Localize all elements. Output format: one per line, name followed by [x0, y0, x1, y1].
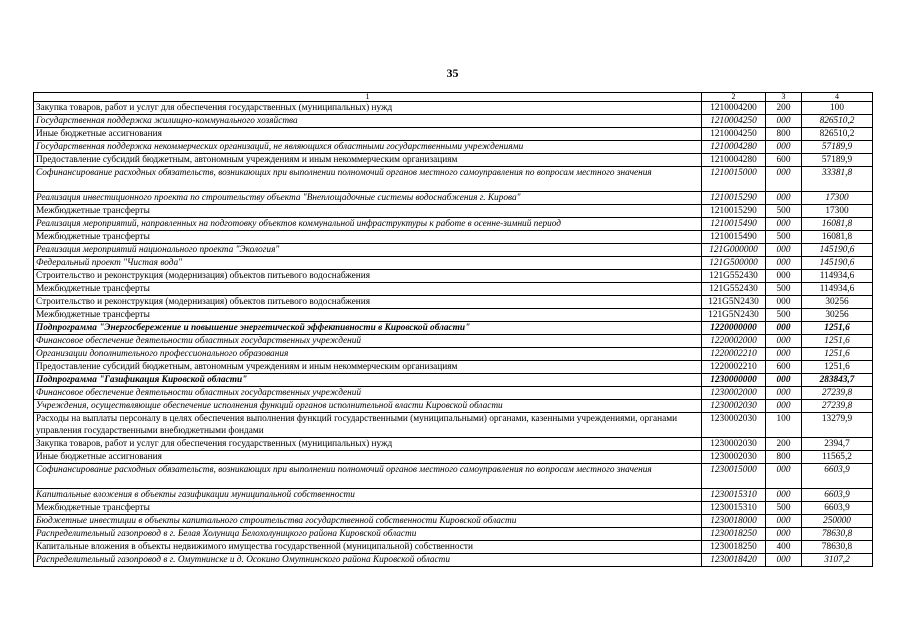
row-type: 000	[766, 335, 802, 348]
table-row	[34, 102, 873, 115]
table-row	[34, 400, 873, 413]
row-sum: 114934,6	[802, 283, 873, 296]
table-row	[34, 283, 873, 296]
row-code: 1210015290	[702, 192, 766, 205]
row-code: 1210004200	[702, 102, 766, 115]
row-type: 800	[766, 451, 802, 464]
row-code: 1210015000	[702, 167, 766, 192]
row-sum: 17300	[802, 205, 873, 218]
row-sum: 100	[802, 102, 873, 115]
row-type: 800	[766, 128, 802, 141]
table-row	[34, 515, 873, 528]
row-name: Распределительный газопровод в г. Белая Холуница Белохолуницкого района Кировской области	[34, 528, 702, 541]
row-type: 200	[766, 102, 802, 115]
row-name: Капитальные вложения в объекты недвижимого имущества государственной (муниципальной) собственности	[34, 541, 702, 554]
row-code: 1210004280	[702, 154, 766, 167]
row-type: 500	[766, 205, 802, 218]
row-code: 121G552430	[702, 270, 766, 283]
row-sum: 30256	[802, 296, 873, 309]
table-row	[34, 257, 873, 270]
table-row	[34, 270, 873, 283]
row-code: 1230018420	[702, 554, 766, 567]
header-col-name: 1	[34, 93, 702, 102]
row-sum: 826510,2	[802, 115, 873, 128]
row-type: 500	[766, 309, 802, 322]
row-type: 600	[766, 361, 802, 374]
row-name: Федеральный проект "Чистая вода"	[34, 257, 702, 270]
row-name: Государственная поддержка некоммерческих организаций, не являющихся областными государственными учреждениями	[34, 141, 702, 154]
header-col-type: 3	[766, 93, 802, 102]
row-type: 000	[766, 192, 802, 205]
row-code: 1220002210	[702, 361, 766, 374]
row-type: 000	[766, 322, 802, 335]
page-number: 35	[446, 66, 459, 80]
table-row	[34, 115, 873, 128]
table-row	[34, 464, 873, 489]
row-sum: 57189,9	[802, 141, 873, 154]
row-code: 1230002030	[702, 451, 766, 464]
table-row	[34, 309, 873, 322]
table-row	[34, 296, 873, 309]
row-code: 1230018000	[702, 515, 766, 528]
row-name: Бюджетные инвестиции в объекты капитального строительства государственной собственности Кировской области	[34, 515, 702, 528]
row-sum: 30256	[802, 309, 873, 322]
table-row	[34, 154, 873, 167]
table-row	[34, 554, 873, 567]
row-name: Межбюджетные трансферты	[34, 205, 702, 218]
row-type: 000	[766, 489, 802, 502]
row-name: Софинансирование расходных обязательств, возникающих при выполнении полномочий органов местного самоуправления по вопросам местного значения	[34, 464, 702, 489]
row-type: 500	[766, 502, 802, 515]
row-sum: 6603,9	[802, 489, 873, 502]
row-type: 000	[766, 141, 802, 154]
table-row	[34, 192, 873, 205]
row-code: 121G500000	[702, 257, 766, 270]
row-code: 1230000000	[702, 374, 766, 387]
row-name: Межбюджетные трансферты	[34, 309, 702, 322]
row-sum: 33381,8	[802, 167, 873, 192]
row-name: Финансовое обеспечение деятельности областных государственных учреждений	[34, 387, 702, 400]
row-code: 1220002210	[702, 348, 766, 361]
table-row	[34, 438, 873, 451]
row-type: 100	[766, 413, 802, 438]
row-code: 1230002000	[702, 387, 766, 400]
row-name: Реализация инвестиционного проекта по строительству объекта "Внеплощадочные системы водоснабжения г. Кирова"	[34, 192, 702, 205]
row-sum: 16081,8	[802, 218, 873, 231]
row-name: Строительство и реконструкция (модернизация) объектов питьевого водоснабжения	[34, 270, 702, 283]
row-type: 200	[766, 438, 802, 451]
row-sum: 2394,7	[802, 438, 873, 451]
row-code: 121G552430	[702, 283, 766, 296]
row-type: 000	[766, 400, 802, 413]
table-row	[34, 205, 873, 218]
row-type: 000	[766, 464, 802, 489]
row-name: Учреждения, осуществляющие обеспечение исполнения функций органов исполнительной власти Кировской области	[34, 400, 702, 413]
table-row	[34, 231, 873, 244]
row-code: 1220002000	[702, 335, 766, 348]
row-sum: 250000	[802, 515, 873, 528]
table-row	[34, 141, 873, 154]
row-type: 000	[766, 528, 802, 541]
row-type: 500	[766, 283, 802, 296]
row-name: Строительство и реконструкция (модернизация) объектов питьевого водоснабжения	[34, 296, 702, 309]
row-type: 000	[766, 387, 802, 400]
table-row	[34, 128, 873, 141]
row-sum: 3107,2	[802, 554, 873, 567]
table-row	[34, 387, 873, 400]
table-row	[34, 361, 873, 374]
table-row	[34, 218, 873, 231]
row-name: Иные бюджетные ассигнования	[34, 451, 702, 464]
table-row	[34, 348, 873, 361]
row-code: 1230015000	[702, 464, 766, 489]
row-type: 600	[766, 154, 802, 167]
row-type: 000	[766, 218, 802, 231]
row-sum: 114934,6	[802, 270, 873, 283]
table-row	[34, 413, 873, 438]
row-sum: 13279,9	[802, 413, 873, 438]
table-row	[34, 451, 873, 464]
row-type: 000	[766, 115, 802, 128]
row-type: 000	[766, 244, 802, 257]
row-code: 1210015490	[702, 231, 766, 244]
table-row	[34, 528, 873, 541]
row-code: 1230018250	[702, 541, 766, 554]
row-sum: 1251,6	[802, 348, 873, 361]
row-code: 1230015310	[702, 502, 766, 515]
row-sum: 826510,2	[802, 128, 873, 141]
row-name: Подпрограмма "Газификация Кировской области"	[34, 374, 702, 387]
row-name: Государственная поддержка жилищно-коммунального хозяйства	[34, 115, 702, 128]
table-row	[34, 167, 873, 192]
row-code: 1230015310	[702, 489, 766, 502]
row-type: 000	[766, 374, 802, 387]
row-type: 000	[766, 296, 802, 309]
row-name: Межбюджетные трансферты	[34, 502, 702, 515]
row-name: Реализация мероприятий национального проекта "Экология"	[34, 244, 702, 257]
row-type: 000	[766, 554, 802, 567]
row-name: Распределительный газопровод в г. Омутнинске и д. Осокино Омутнинского района Кировской области	[34, 554, 702, 567]
row-sum: 283843,7	[802, 374, 873, 387]
row-sum: 57189,9	[802, 154, 873, 167]
row-sum: 145190,6	[802, 257, 873, 270]
row-sum: 11565,2	[802, 451, 873, 464]
row-sum: 27239,8	[802, 387, 873, 400]
row-sum: 78630,8	[802, 528, 873, 541]
row-sum: 1251,6	[802, 322, 873, 335]
row-sum: 6603,9	[802, 464, 873, 489]
row-name: Иные бюджетные ассигнования	[34, 128, 702, 141]
row-name: Подпрограмма "Энергосбережение и повышение энергетической эффективности в Кировской области"	[34, 322, 702, 335]
table-row	[34, 541, 873, 554]
row-type: 000	[766, 270, 802, 283]
row-sum: 16081,8	[802, 231, 873, 244]
row-code: 1230018250	[702, 528, 766, 541]
row-code: 1210004280	[702, 141, 766, 154]
row-code: 1220000000	[702, 322, 766, 335]
table-row	[34, 335, 873, 348]
row-code: 1230002030	[702, 400, 766, 413]
row-code: 121G000000	[702, 244, 766, 257]
row-name: Закупка товаров, работ и услуг для обеспечения государственных (муниципальных) нужд	[34, 102, 702, 115]
table-row	[34, 244, 873, 257]
row-code: 1210004250	[702, 115, 766, 128]
table-row	[34, 374, 873, 387]
table-row	[34, 502, 873, 515]
row-sum: 1251,6	[802, 335, 873, 348]
row-sum: 1251,6	[802, 361, 873, 374]
row-type: 000	[766, 257, 802, 270]
row-name: Предоставление субсидий бюджетным, автономным учреждениям и иным некоммерческим организациям	[34, 154, 702, 167]
row-code: 1210015290	[702, 205, 766, 218]
row-sum: 6603,9	[802, 502, 873, 515]
row-name: Закупка товаров, работ и услуг для обеспечения государственных (муниципальных) нужд	[34, 438, 702, 451]
row-code: 1230002030	[702, 438, 766, 451]
row-name: Софинансирование расходных обязательств, возникающих при выполнении полномочий органов местного самоуправления по вопросам местного значения	[34, 167, 702, 192]
row-name: Капитальные вложения в объекты газификации муниципальной собственности	[34, 489, 702, 502]
budget-table	[33, 92, 873, 567]
row-sum: 17300	[802, 192, 873, 205]
header-col-sum: 4	[802, 93, 873, 102]
row-type: 400	[766, 541, 802, 554]
row-name: Межбюджетные трансферты	[34, 283, 702, 296]
row-sum: 78630,8	[802, 541, 873, 554]
row-type: 000	[766, 515, 802, 528]
row-name: Организации дополнительного профессионального образования	[34, 348, 702, 361]
row-code: 121G5N2430	[702, 309, 766, 322]
budget-table-body	[34, 93, 873, 567]
row-name: Предоставление субсидий бюджетным, автономным учреждениям и иным некоммерческим организациям	[34, 361, 702, 374]
header-row	[34, 93, 873, 102]
table-row	[34, 322, 873, 335]
row-code: 1210015490	[702, 218, 766, 231]
row-sum: 27239,8	[802, 400, 873, 413]
row-name: Межбюджетные трансферты	[34, 231, 702, 244]
row-name: Реализация мероприятий, направленных на подготовку объектов коммунальной инфраструктуры к работе в осенне-зимний период	[34, 218, 702, 231]
row-type: 000	[766, 167, 802, 192]
row-name: Расходы на выплаты персоналу в целях обеспечения выполнения функций государственными (муниципальными) органами, казенными учреждениями, органами управления государственными внебюджетными фондами	[34, 413, 702, 438]
row-code: 121G5N2430	[702, 296, 766, 309]
row-type: 000	[766, 348, 802, 361]
row-sum: 145190,6	[802, 244, 873, 257]
row-code: 1210004250	[702, 128, 766, 141]
row-type: 500	[766, 231, 802, 244]
row-code: 1230002030	[702, 413, 766, 438]
row-name: Финансовое обеспечение деятельности областных государственных учреждений	[34, 335, 702, 348]
header-col-code: 2	[702, 93, 766, 102]
table-row	[34, 489, 873, 502]
